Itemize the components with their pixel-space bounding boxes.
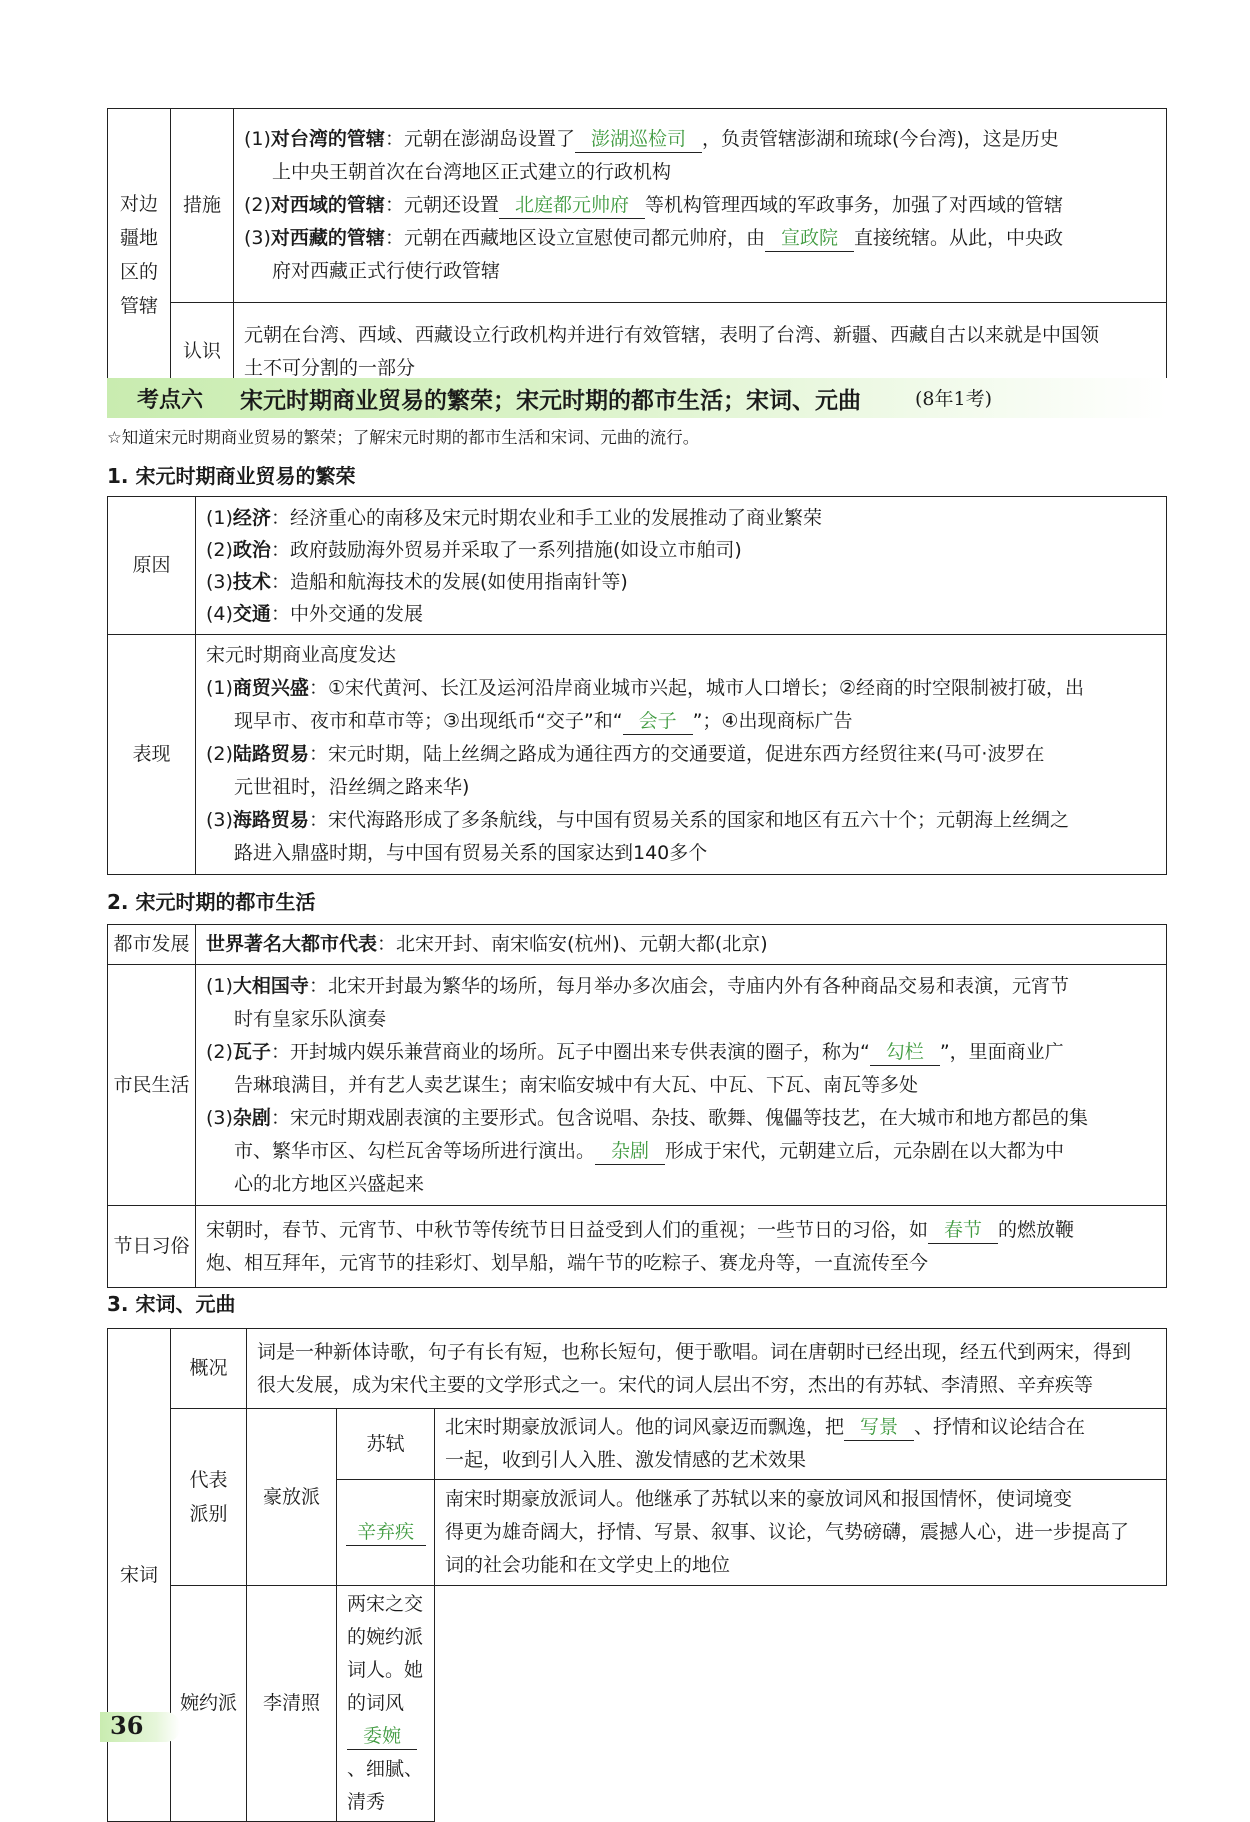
overview-content: 词是一种新体诗歌，句子有长有短，也称长短句，便于歌唱。词在唐朝时已经出现，经五代到两宋，得到 很大发展，成为宋代主要的文学形式之一。宋代的词人层出不穷，杰出的有苏轼、李清照、辛弃疾等	[247, 1329, 1167, 1409]
page-number: 36	[110, 1711, 144, 1740]
subsection-heading-commerce: 1. 宋元时期商业贸易的繁荣	[107, 464, 356, 488]
su-shi-name: 苏轼	[337, 1409, 435, 1480]
answer-blank: 澎湖巡检司	[575, 126, 702, 153]
answer-blank: 春节	[928, 1217, 998, 1244]
section-frequency: (8年1考)	[915, 388, 993, 410]
li-qingzhao-desc: 两宋之交的婉约派词人。她的词风委婉、细腻、清秀	[337, 1586, 435, 1822]
answer-blank: 委婉	[347, 1723, 417, 1750]
festival-label: 节日习俗	[108, 1206, 196, 1288]
show-content: 宋元时期商业高度发达 (1)商贸兴盛：①宋代黄河、长江及运河沿岸商业城市兴起，城市人口增长；②经商的时空限制被打破，出 现早市、夜市和草市等；③出现纸币“交子”和“ 会子 ”；④出现商标广告 (2)陆路贸易：宋元时期，陆上丝绸之路成为通往西方的交通要道，促进东西方经贸往来(马可·波罗在 元世祖时，沿丝绸之路来华) (3)海路贸易：宋代海路形成了多条航线，与中国有贸易关系的国家和地区有五六十个；元朝海上丝绸之 路进入鼎盛时期，与中国有贸易关系的国家达到140多个	[196, 635, 1167, 875]
section-title: 宋元时期商业贸易的繁荣；宋元时期的都市生活；宋词、元曲	[240, 388, 861, 414]
answer-blank: 勾栏	[870, 1039, 940, 1066]
subsection-heading-city-life: 2. 宋元时期的都市生活	[107, 890, 316, 914]
cause-content: (1)经济：经济重心的南移及宋元时期农业和手工业的发展推动了商业繁荣 (2)政治：政府鼓励海外贸易并采取了一系列措施(如设立市舶司) (3)技术：造船和航海技术的发展(如使用指南针等) (4)交通：中外交通的发展	[196, 497, 1167, 635]
bold-school-label: 豪放派	[247, 1409, 337, 1586]
section-tag: 考点六	[137, 388, 204, 413]
answer-blank: 北庭都元帅府	[499, 192, 645, 219]
subsection-heading-songci: 3. 宋词、元曲	[107, 1292, 236, 1316]
show-label: 表现	[108, 635, 196, 875]
city-dev-label: 都市发展	[108, 925, 196, 965]
festival-content: 宋朝时，春节、元宵节、中秋节等传统节日日益受到人们的重视；一些节日的习俗，如 春节 的燃放鞭 炮、相互拜年，元宵节的挂彩灯、划旱船，端午节的吃粽子、赛龙舟等，一直流传至今	[196, 1206, 1167, 1288]
citizen-content: (1)大相国寺：北宋开封最为繁华的场所，每月举办多次庙会，寺庙内外有各种商品交易和表演，元宵节 时有皇家乐队演奏 (2)瓦子：开封城内娱乐兼营商业的场所。瓦子中圈出来专供表演的圈子，称为“ 勾栏 ”，里面商业广 告琳琅满目，并有艺人卖艺谋生；南宋临安城中有大瓦、中瓦、下瓦、南瓦等多处 (3)杂剧：宋元时期戏剧表演的主要形式。包含说唱、杂技、歌舞、傀儡等技艺，在大城市和地方都邑的集 市、繁华市区、勾栏瓦舍等场所进行演出。 杂剧 形成于宋代，元朝建立后，元杂剧在以大都为中 心的北方地区兴盛起来	[196, 965, 1167, 1206]
measures-label: 措施	[171, 109, 234, 303]
view-content: 元朝在台湾、西域、西藏设立行政机构并进行有效管辖，表明了台湾、新疆、西藏自古以来就是中国领 土不可分割的一部分	[234, 303, 1167, 401]
answer-blank: 杂剧	[595, 1138, 665, 1165]
border-control-table	[107, 108, 1167, 401]
songci-table	[107, 1328, 1167, 1822]
citizen-label: 市民生活	[108, 965, 196, 1206]
view-label: 认识	[171, 303, 234, 401]
border-category-cell: 对边 疆地 区的 管辖	[108, 109, 171, 401]
su-shi-desc: 北宋时期豪放派词人。他的词风豪迈而飘逸，把 写景 、抒情和议论结合在 一起，收到引人入胜、激发情感的艺术效果	[435, 1409, 1167, 1480]
xin-qiji-desc: 南宋时期豪放派词人。他继承了苏轼以来的豪放词风和报国情怀，使词境变 得更为雄奇阔大，抒情、写景、叙事、议论，气势磅礴，震撼人心，进一步提高了 词的社会功能和在文学史上的地位	[435, 1480, 1167, 1586]
answer-blank: 辛弃疾	[346, 1519, 426, 1546]
answer-blank: 宣政院	[765, 225, 854, 252]
commerce-table	[107, 496, 1167, 875]
section-requirement: ☆知道宋元时期商业贸易的繁荣；了解宋元时期的都市生活和宋词、元曲的流行。	[107, 428, 700, 447]
answer-blank: 写景	[844, 1414, 914, 1441]
answer-blank: 会子	[623, 708, 693, 735]
cause-label: 原因	[108, 497, 196, 635]
graceful-school-label: 婉约派	[171, 1586, 247, 1822]
li-qingzhao-name: 李清照	[247, 1586, 337, 1822]
measures-content: (1)对台湾的管辖：元朝在澎湖岛设置了 澎湖巡检司 ，负责管辖澎湖和琉球(今台湾)，这是历史 上中央王朝首次在台湾地区正式建立的行政机构 (2)对西域的管辖：元朝还设置 北庭都元帅府 等机构管理西域的军政事务，加强了对西域的管辖 (3)对西藏的管辖：元朝在西藏地区设立宣慰使司都元帅府，由 宣政院 直接统辖。从此，中央政 府对西藏正式行使行政管辖	[234, 109, 1167, 303]
songci-label: 宋词	[108, 1329, 171, 1822]
city-dev-content: 世界著名大都市代表：北宋开封、南宋临安(杭州)、元朝大都(北京)	[196, 925, 1167, 965]
city-life-table	[107, 924, 1167, 1288]
overview-label: 概况	[171, 1329, 247, 1409]
rep-school-label: 代表 派别	[171, 1409, 247, 1586]
xin-qiji-cell	[337, 1480, 435, 1586]
